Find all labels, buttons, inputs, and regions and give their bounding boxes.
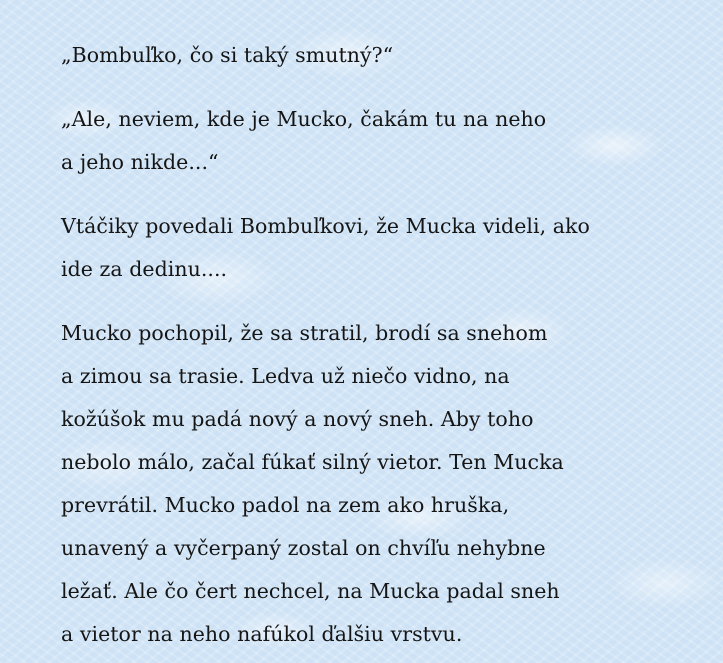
text-line: ležať. Ale čo čert nechcel, na Mucka padal sneh: [61, 579, 560, 603]
paragraph-2: [61, 98, 701, 184]
text-line: „Ale, neviem, kde je Mucko, čakám tu na neho: [61, 107, 547, 131]
text-line: a jeho nikde...“: [61, 150, 219, 174]
paragraph-1: [61, 34, 701, 77]
text-line: nebolo málo, začal fúkať silný vietor. Ten Mucka: [61, 450, 564, 474]
text-line: kožúšok mu padá nový a nový sneh. Aby toho: [61, 407, 534, 431]
text-line: unavený a vyčerpaný zostal on chvíľu nehybne: [61, 536, 546, 560]
text-line: ide za dedinu....: [61, 257, 228, 281]
text-line: Vtáčiky povedali Bombuľkovi, že Mucka videli, ako: [61, 214, 590, 238]
text-line: a zimou sa trasie. Ledva už niečo vidno, na: [61, 364, 510, 388]
story-text: [61, 34, 701, 663]
text-line: prevrátil. Mucko padol na zem ako hruška,: [61, 493, 510, 517]
text-line: „Bombuľko, čo si taký smutný?“: [61, 43, 394, 67]
paragraph-3: [61, 205, 701, 291]
paragraph-4: [61, 312, 701, 656]
text-line: Mucko pochopil, že sa stratil, brodí sa snehom: [61, 321, 548, 345]
text-line: a vietor na neho nafúkol ďalšiu vrstvu.: [61, 622, 463, 646]
